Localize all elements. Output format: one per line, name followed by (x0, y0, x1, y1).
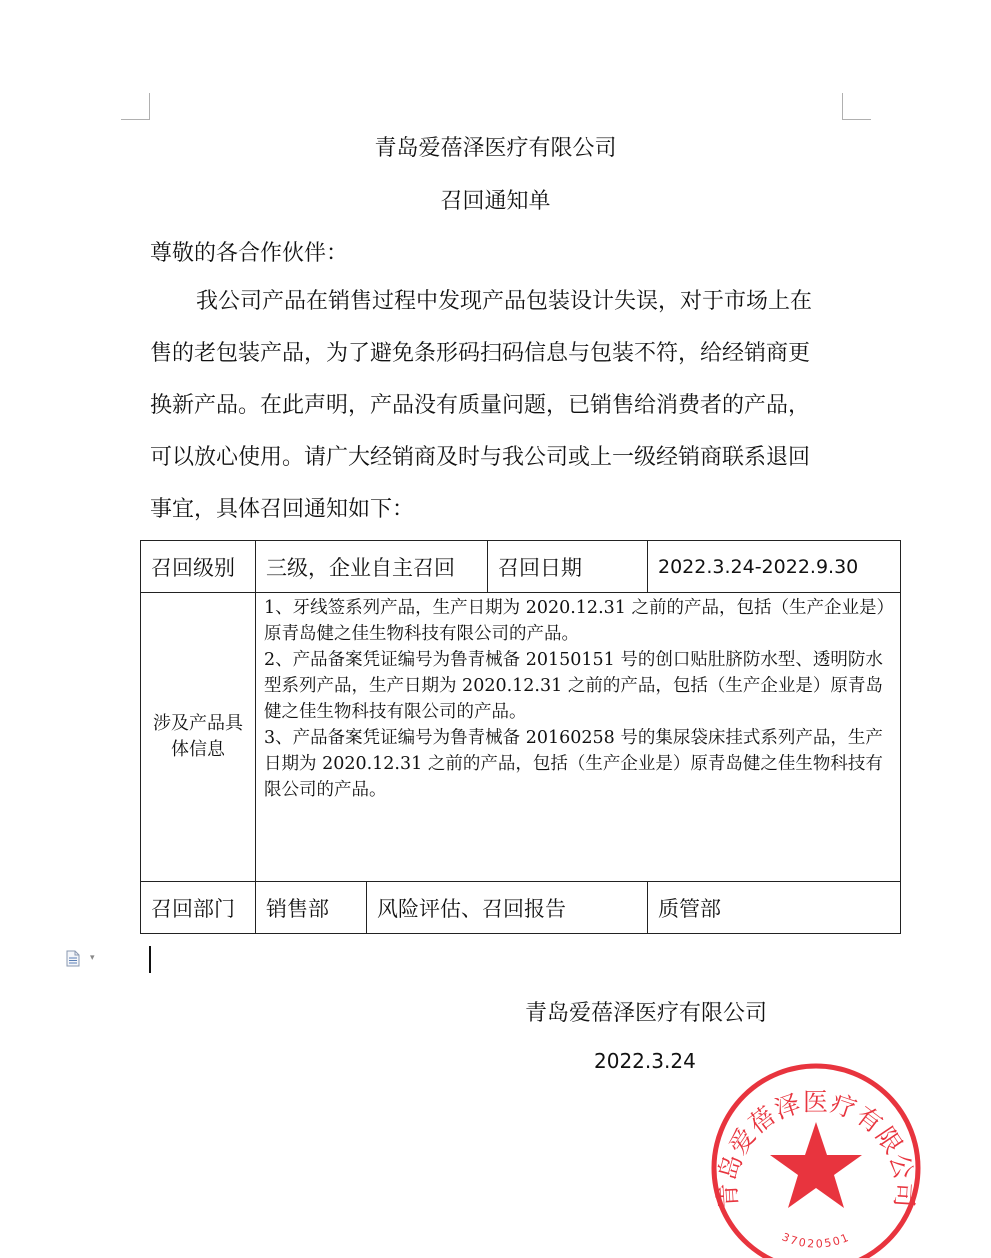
body-line: 事宜，具体召回通知如下： (150, 497, 415, 522)
body-line: 可以放心使用。请广大经销商及时与我公司或上一级经销商联系退回 (150, 445, 811, 470)
crop-mark-top-right (842, 93, 843, 120)
recall-date-label: 召回日期 (488, 541, 648, 593)
body-paragraph (150, 287, 850, 547)
company-seal-stamp (710, 1062, 922, 1258)
chevron-down-icon[interactable]: ▾ (90, 953, 95, 963)
table-row (141, 593, 901, 882)
products-label: 涉及产品具体信息 (141, 593, 256, 882)
signature-date: 2022.3.24 (594, 1049, 696, 1073)
products-details (256, 593, 901, 882)
body-line: 换新产品。在此声明，产品没有质量问题，已销售给消费者的产品， (150, 393, 811, 418)
seal-number: 37020501 (779, 1230, 853, 1251)
company-title: 青岛爱蓓泽医疗有限公司 (374, 136, 617, 161)
document-title: 召回通知单 (440, 189, 551, 214)
product-item: 1、牙线签系列产品，生产日期为 2020.12.31 之前的产品，包括（生产企业是）原青岛健之佳生物科技有限公司的产品。 (264, 598, 886, 644)
document-icon[interactable] (66, 950, 80, 967)
body-line: 我公司产品在销售过程中发现产品包装设计失误，对于市场上在 (196, 289, 813, 314)
seal-text: 青岛爱蓓泽医疗有限公司 (712, 1087, 920, 1210)
recall-level-label: 召回级别 (141, 541, 256, 593)
dept-label: 召回部门 (141, 882, 256, 934)
risk-label: 风险评估、召回报告 (367, 882, 648, 934)
star-icon (770, 1122, 862, 1208)
recall-level-value: 三级，企业自主召回 (256, 541, 488, 593)
body-line: 售的老包装产品，为了避免条形码扫码信息与包装不符，给经销商更 (150, 341, 811, 366)
crop-mark-top-left (121, 119, 150, 120)
crop-mark-top-right (842, 119, 871, 120)
signature-company: 青岛爱蓓泽医疗有限公司 (525, 1001, 768, 1026)
greeting: 尊敬的各合作伙伴： (150, 241, 349, 266)
crop-mark-top-left (149, 93, 150, 120)
dept-value: 销售部 (256, 882, 367, 934)
risk-value: 质管部 (648, 882, 901, 934)
recall-date-value: 2022.3.24-2022.9.30 (648, 541, 901, 593)
recall-table (140, 540, 901, 934)
table-row (141, 882, 901, 934)
table-row (141, 541, 901, 593)
product-item: 2、产品备案凭证编号为鲁青械备 20150151 号的创口贴肚脐防水型、透明防水型系列产品，生产日期为 2020.12.31 之前的产品，包括（生产企业是）原青岛健之佳生物科技有限公司的产品。 (264, 650, 883, 722)
text-cursor (149, 946, 151, 973)
product-item: 3、产品备案凭证编号为鲁青械备 20160258 号的集尿袋床挂式系列产品，生产日期为 2020.12.31 之前的产品，包括（生产企业是）原青岛健之佳生物科技有限公司的产品。 (264, 728, 883, 800)
svg-text:37020501 (780, 1230, 852, 1250)
